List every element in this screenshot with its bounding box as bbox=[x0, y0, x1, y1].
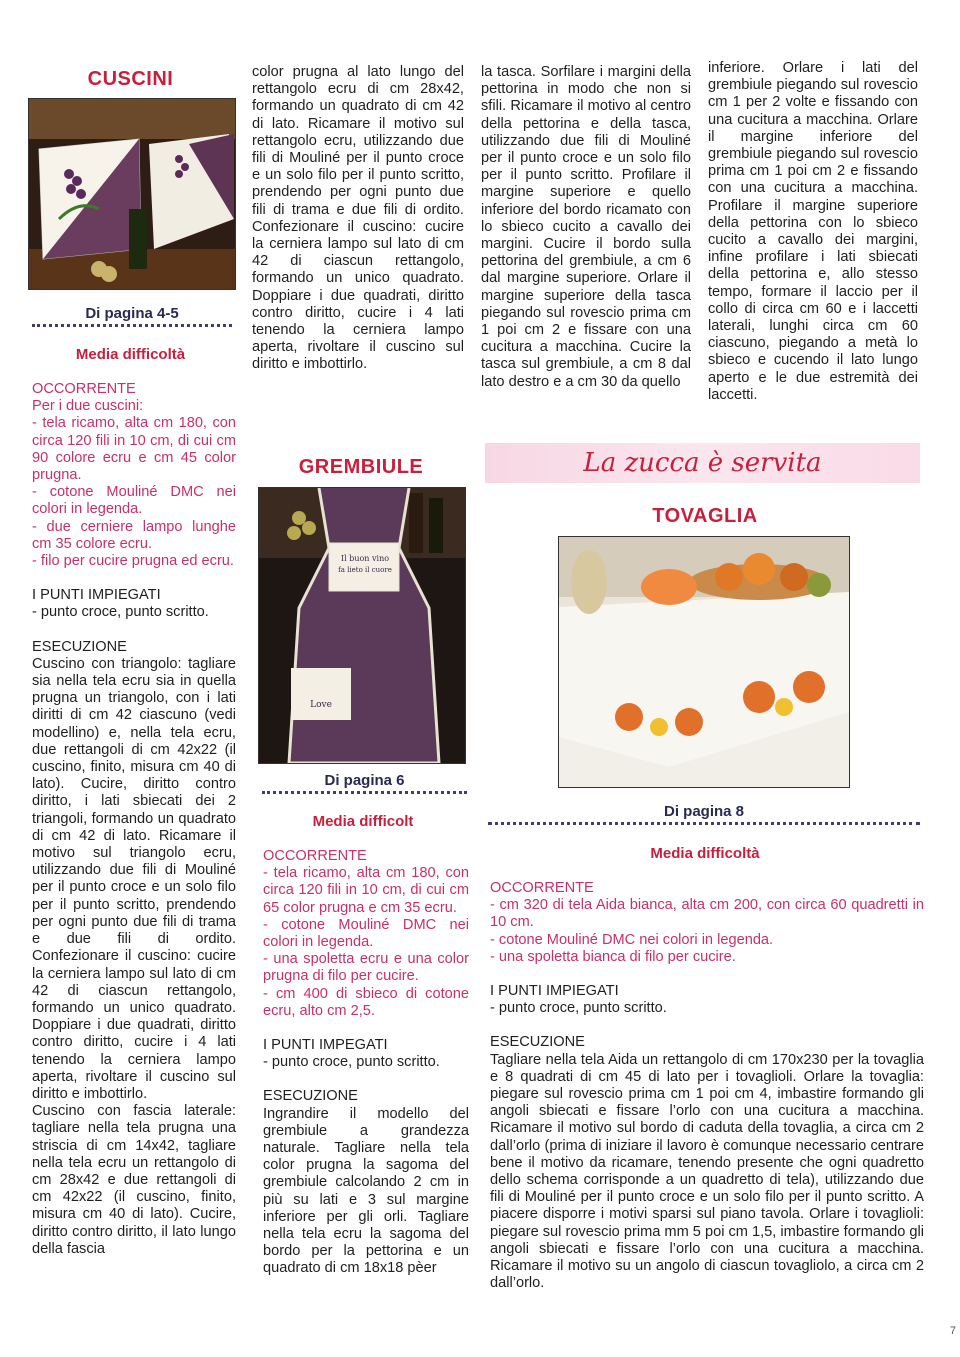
grembiule-punti-text: - punto croce, punto scritto. bbox=[263, 1054, 440, 1071]
cuscini-body bbox=[32, 381, 236, 1258]
tovaglia-punti-text: - punto croce, punto scritto. bbox=[490, 1000, 667, 1017]
cuscini-occorrente-line: Per i due cuscini: bbox=[32, 398, 144, 415]
cuscini-esecuzione-p1: Cuscino con triangolo: tagliare sia nella tela ecru sia in quella prugna un triangolo, con i lati diritti di cm 42 ciascuno (vedi modellino) e, nella tela ecru, due rettangoli di cm 42x22 (il cuscino, finito, misura cm 40 di lato). Cucire, diritto contro diritto, i lati sbiecati dei 2 triangoli, formando un quadrato di cm 42 di lato. Ricamare il motivo sul triangolo ecru, utilizzando due fili di Mouliné per il punto croce e un solo filo per il punto scritto, prendendo per ogni punto due fili di trama e due fili di ordito. Confezionare il cuscino: cucire la cerniera lampo sul lato di cm 42 di ciascun rettangolo, formando un unico quadrato. Doppiare i due quadrati, diritto contro diritto, cucire i 4 lati tenendo la cerniera lampo aperta, rivoltare il cuscino sul diritto e imbottirlo. bbox=[32, 655, 236, 1102]
tovaglia-difficulty: Media difficoltà bbox=[650, 845, 760, 862]
grembiule-title: GREMBIULE bbox=[298, 456, 424, 478]
grembiule-photo bbox=[258, 487, 466, 764]
cuscini-photo bbox=[28, 98, 236, 290]
apron-embroidery-line-2: fa lieto il cuore bbox=[338, 566, 392, 574]
apron-pocket-text: Love bbox=[310, 700, 332, 710]
cuscini-occorrente-line: - due cerniere lampo lunghe cm 35 colore ecru. bbox=[32, 518, 236, 552]
cuscini-occorrente-line: - cotone Mouliné DMC nei colori in legenda. bbox=[32, 484, 236, 518]
cuscini-occorrente-title: OCCORRENTE bbox=[32, 381, 136, 397]
column-4-text bbox=[708, 60, 918, 404]
cuscini-punti-title: I PUNTI IMPIEGATI bbox=[32, 587, 161, 604]
grembiule-occorrente-title: OCCORRENTE bbox=[263, 848, 367, 864]
grembiule-occorrente-line: - cotone Mouliné DMC nei colori in legenda. bbox=[263, 916, 469, 951]
grembiule-punti-title: I PUNTI IMPEGATI bbox=[263, 1037, 388, 1054]
cuscini-difficulty: Media difficoltà bbox=[75, 346, 186, 363]
cuscini-occorrente-line: - tela ricamo, alta cm 180, con circa 120 fili in 10 cm, di cui cm 90 colore ecru e cm 45 color prugna. bbox=[32, 415, 236, 484]
cuscini-esecuzione-p2: Cuscino con fascia laterale: tagliare nella tela prugna una striscia di cm 14x42, tagliare nella tela ecru un rettangolo di cm 28x42 e due rettangoli di cm 42x22 (il cuscino, finito, misura cm 40 di lato). Cucire, diritto contro diritto, il lato lungo della fascia bbox=[32, 1103, 236, 1257]
tovaglia-occorrente-line: - una spoletta bianca di filo per cucire. bbox=[490, 948, 736, 965]
grembiule-continuation-1: la tasca. Sorfilare i margini della pettorina in modo che non si sfili. Ricamare il motivo al centro della pettorina e della tasca, utilizzando due fili di Mouliné per il punto croce e un solo filo per il punto scritto. Profilare il margine superiore e quello inferiore del bordo ricamato con lo sbieco cucito a cavallo dei margini. Cucire il bordo sulla pettorina del grembiule, a cm 6 dal margine superiore. Orlare il margine superiore della tasca piegando sul rovescio prima cm 1 poi cm 2 e fissare con una cucitura a macchina. Cucire la tasca sul grembiule, a cm 8 dal lato destro e a cm 30 da quello bbox=[481, 64, 691, 390]
tovaglia-photo bbox=[558, 536, 850, 788]
column-3-text bbox=[481, 64, 691, 391]
grembiule-continuation-2: inferiore. Orlare i lati del grembiule piegando sul rovescio cm 1 per 2 volte e fissando con una cucitura a macchina. Orlare il margine inferiore del grembiule piegando sul rovescio prima cm 1 poi cm 2 e fissando con una cucitura a macchina. Profilare il margine superiore della pettorina con lo sbieco cucito a cavallo dei margini, infine profilare i lati sbiecati della pettorina e, allo stesso tempo, formare il laccio per il collo di circa cm 60 e i laccetti laterali, lunghi circa cm 60 ciascuno, piegando a metà lo sbieco e cucendo il lato lungo aperto e le due estremità dei laccetti. bbox=[708, 60, 918, 403]
apron-embroidery-line-1: Il buon vino bbox=[340, 554, 390, 563]
tovaglia-occorrente-line: - cm 320 di tela Aida bianca, alta cm 200, con circa 60 quadretti in 10 cm. bbox=[490, 897, 924, 931]
grembiule-difficulty: Media difficolt bbox=[312, 813, 414, 830]
grembiule-occorrente-line: - tela ricamo, alta cm 180, con circa 120 fili in 10 cm, di cui cm 65 color prugna e cm 35 ecru. bbox=[263, 865, 469, 916]
tovaglia-esecuzione-title: ESECUZIONE bbox=[490, 1034, 585, 1051]
cuscini-esecuzione-title: ESECUZIONE bbox=[32, 638, 127, 655]
cuscini-title: CUSCINI bbox=[87, 68, 174, 90]
section-banner: La zucca è servita bbox=[485, 443, 920, 483]
page-number: 7 bbox=[949, 1325, 956, 1337]
grembiule-occorrente-line: - cm 400 di sbieco di cotone ecru, alto cm 2,5. bbox=[263, 985, 469, 1019]
column-2-text bbox=[252, 64, 464, 374]
tovaglia-esecuzione-text: Tagliare nella tela Aida un rettangolo di cm 170x230 per la tovaglia e 8 quadrati di cm 45 di lato per i tovaglioli. Orlare la tovaglia: piegare sul rovescio prima cm 1 poi cm 4, imbastire formando gli angoli sbiecati e fissare l’orlo con una cucitura a macchina. Ricamare il motivo sul bordo di caduta della tovaglia, a circa cm 2 dall’orlo (prima di iniziare il lavoro è comunque necessario centrare bene il motivo da ricamare, tenendo presente che ogni quadretto dello schema corrisponde a un quadretto di tela), utilizzando due fili di Mouliné per il punto croce e un solo filo per il punto scritto. A piacere disporre i motivi sparsi sul piano tavola. Orlare i tovaglioli: piegare sul rovescio prima mm 5 poi cm 1,5, imbastire formando gli angoli sbiecati e fissare l’orlo con una cucitura a macchina. Ricamare il motivo su un angolo di ciascun tovagliolo, a circa cm 2 dall’orlo. bbox=[490, 1051, 924, 1292]
grembiule-occorrente-line: - una spoletta ecru e una color prugna di filo per cucire. bbox=[263, 951, 469, 985]
cuscini-occorrente-line: - filo per cucire prugna ed ecru. bbox=[32, 553, 234, 570]
tovaglia-punti-title: I PUNTI IMPIEGATI bbox=[490, 983, 619, 1000]
tovaglia-title: TOVAGLIA bbox=[652, 505, 758, 527]
grembiule-esecuzione-text: Ingrandire il modello del grembiule a grandezza naturale. Tagliare nella tela color prugna la sagoma del grembiule calcolando 2 cm in più su lati e 3 sul margine inferiore per gli orli. Tagliare nella tela ecru la sagoma del bordo per la pettorina e un quadrato di cm 18x18 pèer bbox=[263, 1105, 469, 1277]
tovaglia-body bbox=[490, 880, 924, 1292]
tovaglia-occorrente-title: OCCORRENTE bbox=[490, 880, 594, 896]
cuscini-continuation: color prugna al lato lungo del rettangolo ecru di cm 28x42, formando un quadrato di cm 42 di lato. Ricamare il motivo sul rettangolo ecru, utilizzando due fili di Mouliné per il punto croce e un solo filo per il punto scritto, prendendo per ogni punto due fili di trama e due fili di ordito. Confezionare il cuscino: cucire la cerniera lampo sul lato di cm 42 di ciascun rettangolo, formando un unico quadrato. Doppiare i due quadrati, diritto contro diritto, cucire i 4 lati tenendo la cerniera lampo aperta, rivoltare il cuscino sul diritto e imbottirlo. bbox=[252, 64, 464, 373]
cuscini-page-ref: Di pagina 4-5 bbox=[32, 305, 232, 327]
tovaglia-occorrente-line: - cotone Mouliné DMC nei colori in legenda. bbox=[490, 931, 774, 948]
grembiule-esecuzione-title: ESECUZIONE bbox=[263, 1088, 358, 1105]
grembiule-body bbox=[263, 848, 469, 1278]
grembiule-page-ref: Di pagina 6 bbox=[262, 772, 467, 794]
tovaglia-page-ref: Di pagina 8 bbox=[488, 803, 920, 825]
cuscini-punti-text: - punto croce, punto scritto. bbox=[32, 604, 209, 621]
